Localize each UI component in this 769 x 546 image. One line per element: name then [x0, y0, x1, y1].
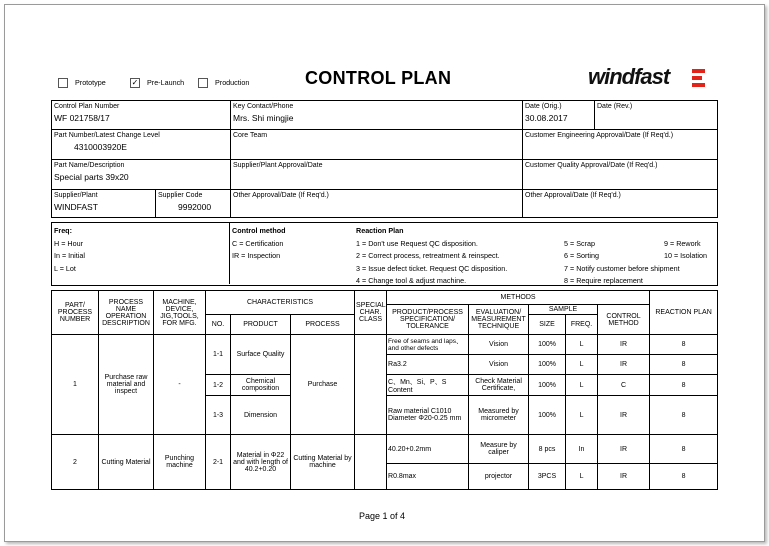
field-text: Part Number/Latest Change Level: [54, 132, 160, 139]
char-process: Purchase: [291, 335, 355, 435]
field-text: Supplier Code: [158, 192, 203, 199]
customer-engineering-cell: [523, 130, 718, 160]
logo-text: windfast: [588, 64, 670, 89]
process-name: Purchase raw material and inspect: [99, 335, 154, 435]
core-team-cell: [231, 130, 523, 160]
legend-line: 3 = Issue defect ticket. Request QC disposition.: [356, 263, 508, 273]
field-text: WF 021758/17: [54, 113, 110, 123]
col-product: PRODUCT: [231, 315, 291, 335]
supplier-code-cell: [156, 190, 231, 218]
char-product: Dimension: [231, 396, 291, 435]
special-char: [355, 335, 387, 435]
field-text: Supplier/Plant Approval/Date: [233, 162, 323, 169]
size: 3PCS: [529, 464, 566, 490]
reaction-plan-legend: [356, 225, 507, 288]
check-mark-icon: ✓: [131, 78, 139, 87]
col-process: PROCESS: [291, 315, 355, 335]
ctrl: IR: [598, 396, 650, 435]
char-no: 1-1: [206, 335, 231, 375]
freq: L: [566, 396, 598, 435]
col-reaction-plan: REACTION PLAN: [650, 291, 718, 335]
legend-line: C = Certification: [232, 238, 284, 248]
react: 8: [650, 335, 718, 355]
spec: 40.20+0.2mm: [387, 435, 469, 464]
ctrl: C: [598, 375, 650, 396]
legend-line: IR = Inspection: [232, 251, 281, 260]
field-text: Other Approval/Date (If Req'd.): [233, 192, 329, 199]
windfast-logo: [588, 64, 669, 90]
page-number: Page 1 of 4: [359, 511, 406, 521]
date-rev-cell: [595, 101, 718, 130]
field-text: Date (Orig.): [525, 103, 562, 110]
field-text: Part Name/Description: [54, 162, 125, 169]
eval: Check Material Certificate,: [469, 375, 529, 396]
col-process-name: PROCESS NAME OPERATION DESCRIPTION: [99, 291, 154, 335]
field-text: Customer Engineering Approval/Date (If Req'd.): [525, 132, 674, 139]
char-no: 1-2: [206, 375, 231, 396]
col-control-method: CONTROL METHOD: [598, 305, 650, 335]
legend-line: H = Hour: [54, 238, 83, 248]
legend-line: In = Initial: [54, 251, 85, 260]
reaction-plan-legend-mid: [564, 238, 680, 288]
legend-line: 6 = Sorting: [564, 251, 599, 260]
spec: Ra3.2: [387, 355, 469, 375]
field-text: Customer Quality Approval/Date (If Req'd.): [525, 162, 658, 169]
supplier-plant-cell: [52, 190, 156, 218]
freq: In: [566, 435, 598, 464]
process-name: Cutting Material: [99, 435, 154, 490]
date-orig-cell: [523, 101, 595, 130]
field-text: WINDFAST: [54, 202, 98, 212]
col-special-char: SPECIAL CHAR. CLASS: [355, 291, 387, 335]
eval: Measure by caliper: [469, 435, 529, 464]
char-no: 1-3: [206, 396, 231, 435]
legend-line: 8 = Require replacement: [564, 276, 643, 285]
field-text: 30.08.2017: [525, 113, 568, 123]
field-text: Date (Rev.): [597, 103, 633, 110]
field-text: Special parts 39x20: [54, 172, 129, 182]
reaction-plan-legend-right: [664, 238, 707, 263]
spec: R0.8max: [387, 464, 469, 490]
size: 100%: [529, 396, 566, 435]
special-char: [355, 435, 387, 490]
legend-line: 7 = Notify customer before shipment: [564, 263, 680, 273]
col-size: SIZE: [529, 315, 566, 335]
char-product: Material in Φ22 and with length of 40.2+0.20: [231, 435, 291, 490]
size: 100%: [529, 335, 566, 355]
machine: Punching machine: [154, 435, 206, 490]
key-contact-cell: [231, 101, 523, 130]
react: 8: [650, 375, 718, 396]
col-spec: PRODUCT/PROCESS SPECIFICATION/ TOLERANCE: [387, 305, 469, 335]
legend-line: Reaction Plan: [356, 226, 404, 235]
col-sample: SAMPLE: [529, 305, 598, 315]
prototype-checkbox[interactable]: [58, 78, 68, 88]
control-plan-number-cell: [52, 101, 231, 130]
ctrl: IR: [598, 464, 650, 490]
control-method-legend: [232, 225, 286, 263]
ctrl: IR: [598, 355, 650, 375]
freq: L: [566, 335, 598, 355]
char-product: Surface Quality: [231, 335, 291, 375]
control-plan-table: [51, 290, 718, 490]
table-row: [52, 335, 718, 355]
field-text: Other Approval/Date (If Req'd.): [525, 192, 621, 199]
char-product: Chemical composition: [231, 375, 291, 396]
legend-line: 9 = Rework: [664, 238, 701, 248]
field-text: Core Team: [233, 132, 268, 139]
pre-launch-label: Pre-Launch: [147, 78, 185, 87]
col-methods: METHODS: [387, 291, 650, 305]
part-name-cell: [52, 160, 231, 190]
freq-legend: [54, 225, 85, 275]
freq: L: [566, 355, 598, 375]
field-text: Mrs. Shi mingjie: [233, 113, 294, 123]
col-freq: FREQ.: [566, 315, 598, 335]
production-label: Production: [215, 78, 250, 87]
ctrl: IR: [598, 435, 650, 464]
part-number-cell: [52, 130, 231, 160]
react: 8: [650, 396, 718, 435]
char-process: Cutting Material by machine: [291, 435, 355, 490]
eval: Measured by micrometer: [469, 396, 529, 435]
legend-line: 1 = Don't use Request QC disposition.: [356, 238, 478, 248]
eval: projector: [469, 464, 529, 490]
legend-line: Control method: [232, 226, 286, 235]
production-checkbox[interactable]: [198, 78, 208, 88]
freq: L: [566, 464, 598, 490]
logo-bars-icon: [692, 69, 706, 89]
field-text: Control Plan Number: [54, 103, 120, 110]
size: 100%: [529, 375, 566, 396]
field-text: 9992000: [178, 202, 212, 212]
col-machine: MACHINE, DEVICE, JIG,TOOLS, FOR MFG.: [154, 291, 206, 335]
char-no: 2-1: [206, 435, 231, 490]
field-text: Key Contact/Phone: [233, 103, 294, 110]
eval: Vision: [469, 335, 529, 355]
size: 100%: [529, 355, 566, 375]
spec: C、Mn、Si、P、S Content: [387, 375, 469, 396]
machine: -: [154, 335, 206, 435]
col-eval: EVALUATION/ MEASUREMENT TECHNIQUE: [469, 305, 529, 335]
react: 8: [650, 464, 718, 490]
other-approval-cell: [231, 190, 523, 218]
other-approval-2-cell: [523, 190, 718, 218]
info-table: [51, 100, 718, 218]
react: 8: [650, 355, 718, 375]
spec: Raw material C1010 Diameter Φ20-0.25 mm: [387, 396, 469, 435]
process-number: 1: [52, 335, 99, 435]
field-text: Supplier/Plant: [54, 192, 98, 199]
process-number: 2: [52, 435, 99, 490]
legend-line: 4 = Change tool & adjust machine.: [356, 276, 467, 285]
pre-launch-checkbox[interactable]: [130, 78, 140, 88]
col-part-process-number: PART/ PROCESS NUMBER: [52, 291, 99, 335]
react: 8: [650, 435, 718, 464]
spec: Free of seams and laps、and other defects: [387, 335, 469, 355]
col-characteristics: CHARACTERISTICS: [206, 291, 355, 315]
ctrl: IR: [598, 335, 650, 355]
freq: L: [566, 375, 598, 396]
eval: Vision: [469, 355, 529, 375]
table-row: [52, 435, 718, 464]
page-title: CONTROL PLAN: [305, 68, 452, 88]
legend-line: L = Lot: [54, 263, 76, 273]
col-no: NO.: [206, 315, 231, 335]
supplier-plant-approval-cell: [231, 160, 523, 190]
size: 8 pcs: [529, 435, 566, 464]
customer-quality-cell: [523, 160, 718, 190]
prototype-label: Prototype: [75, 78, 106, 87]
legend-line: 5 = Scrap: [564, 238, 595, 248]
legend-line: Freq:: [54, 226, 72, 235]
field-text: 4310003920E: [74, 142, 127, 152]
legend-line: 2 = Correct process, retreatment & reinspect.: [356, 251, 500, 260]
legend-line: 10 = Isolation: [664, 251, 707, 260]
